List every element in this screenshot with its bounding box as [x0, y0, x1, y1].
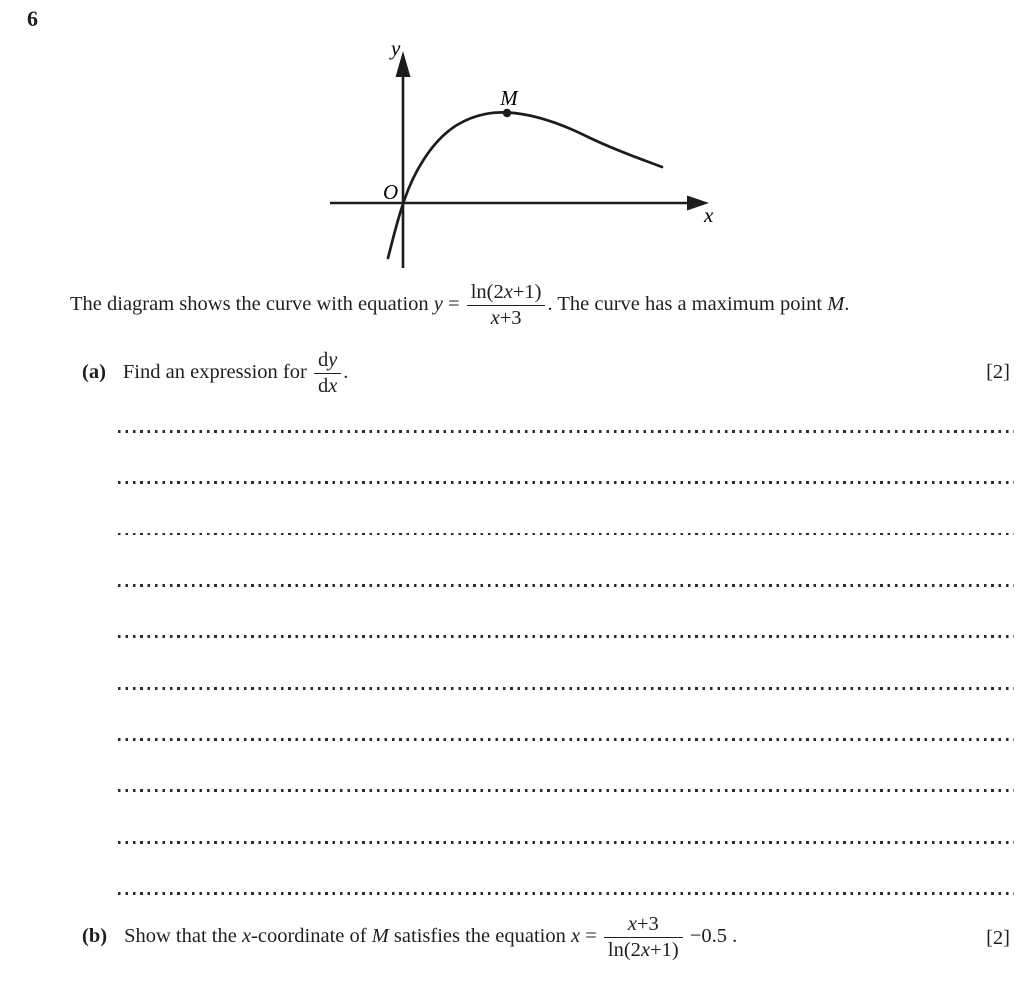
text-segment: +1): [650, 938, 679, 961]
text-segment: Show that the: [124, 925, 242, 948]
max-point-label: M: [500, 86, 518, 110]
text-segment: . The curve has a maximum point: [547, 293, 828, 316]
answer-line: [118, 584, 1014, 587]
var-x: x: [241, 925, 252, 948]
fraction-numerator: [314, 349, 341, 374]
part-a-label: (a): [82, 361, 106, 384]
text-segment: d: [317, 349, 329, 371]
curve-diagram: [325, 35, 725, 280]
var-y: y: [433, 293, 443, 316]
answer-line: [118, 738, 1014, 741]
text-segment: .: [844, 293, 850, 316]
fraction-denominator: [314, 374, 341, 398]
fraction-dy-over-dx: [314, 349, 341, 398]
var-m: M: [827, 293, 845, 316]
x-axis-label: x: [704, 203, 714, 227]
origin-label: O: [383, 180, 399, 204]
text-segment: .: [343, 361, 349, 384]
answer-line: [118, 635, 1014, 638]
text-segment: +3: [499, 306, 522, 329]
answer-line: [118, 892, 1014, 895]
var-m: M: [371, 925, 389, 948]
text-segment: x: [640, 938, 651, 961]
fraction-denominator: [467, 306, 546, 330]
part-a-marks: [2]: [986, 361, 1010, 383]
answer-line: [118, 533, 1014, 536]
answer-line: [118, 430, 1014, 433]
answer-line: [118, 687, 1014, 690]
text-segment: The diagram shows the curve with equation: [70, 293, 434, 316]
answer-line: [118, 481, 1014, 484]
text-segment: x: [627, 913, 637, 935]
text-segment: ln(2: [607, 938, 641, 961]
fraction-ln2x1-over-x3: [467, 281, 546, 330]
intro-sentence: [70, 281, 849, 330]
text-segment: d: [317, 374, 329, 397]
part-a-question: [82, 349, 348, 398]
text-segment: x: [328, 374, 338, 397]
curve-path: [388, 112, 662, 258]
text-segment: x: [503, 281, 513, 303]
max-point-dot: [503, 109, 511, 117]
text-segment: -coordinate of: [251, 925, 372, 948]
equals-sign: =: [580, 925, 602, 948]
answer-lines: [118, 430, 1014, 900]
fraction-x3-over-ln2x1: [604, 913, 683, 962]
y-axis-label: y: [391, 36, 401, 60]
fraction-denominator: [604, 938, 683, 962]
fraction-numerator: [604, 913, 683, 938]
text-segment: ln(2: [470, 281, 504, 303]
equals-sign: =: [442, 293, 465, 316]
page-number: 6: [27, 6, 38, 31]
answer-line: [118, 841, 1014, 844]
var-x: x: [570, 925, 581, 948]
text-segment: x: [490, 306, 500, 329]
text-segment: −0.5 .: [684, 925, 738, 948]
text-segment: +1): [512, 281, 542, 303]
part-b-question: [82, 913, 737, 962]
curve-diagram-svg: [325, 35, 725, 280]
fraction-numerator: [467, 281, 546, 306]
text-segment: satisfies the equation: [388, 925, 571, 948]
text-segment: +3: [636, 913, 659, 935]
part-b-label: (b): [82, 925, 108, 948]
answer-line: [118, 789, 1014, 792]
text-segment: y: [328, 349, 338, 371]
text-segment: Find an expression for: [122, 361, 312, 384]
part-b-marks: [2]: [986, 927, 1010, 949]
